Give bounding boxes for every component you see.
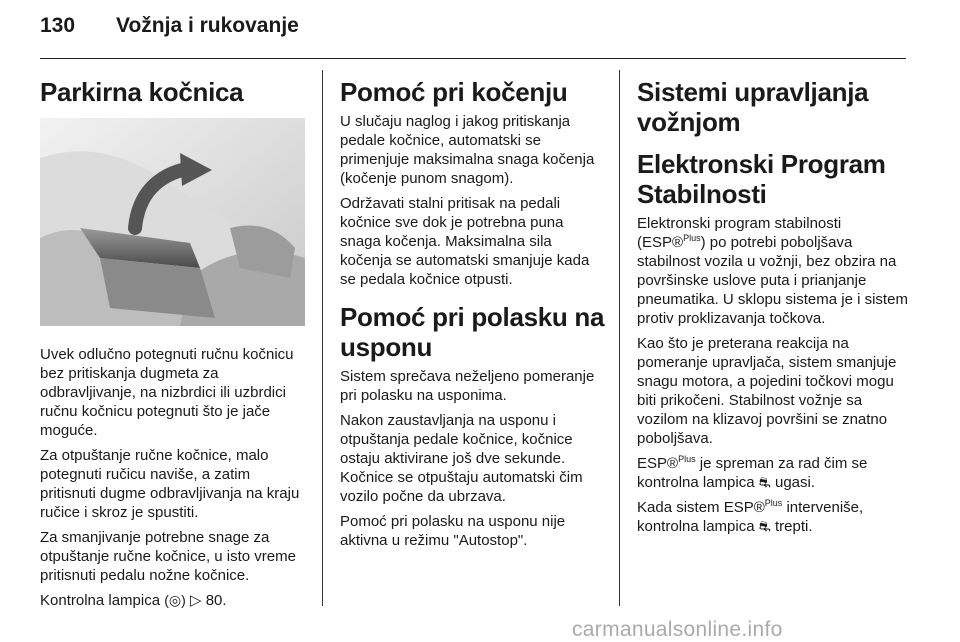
column-divider (619, 70, 620, 606)
paragraph: U slučaju naglog i jakog pritiskanja pedale kočnice, automatski se primenjuje maksimalna snaga kočenja (kočenje punom snagom). (340, 112, 595, 187)
section-heading: Pomoć pri kočenju (340, 77, 568, 107)
paragraph: Za smanjivanje potrebne snage za otpuštanje ručne kočnice, u isto vreme pritisnuti pedalu nožne kočnice. (40, 528, 296, 584)
brake-warning-icon: (◎) (164, 591, 186, 608)
esp-skid-icon: ⛐ (758, 517, 771, 534)
subsection-heading: Elektronski Program Stabilnosti (637, 148, 886, 209)
column-parking-brake (40, 72, 305, 616)
section-heading: Parkirna kočnica (40, 77, 244, 107)
section-heading: Sistemi upravljanja vožnjom (637, 77, 869, 137)
chapter-title: Vožnja i rukovanje (116, 14, 299, 37)
paragraph: Pomoć pri polasku na usponu nije aktivna u režimu "Autostop". (340, 512, 566, 549)
paragraph: Održavati stalni pritisak na pedali kočnice sve dok je potrebna puna snaga kočenja. Maksimalna sila kočenja se automatski smanjuje kada se pedala kočnice otpusti. (340, 194, 590, 288)
column-brake-assist (340, 72, 605, 556)
column-divider (322, 70, 323, 606)
section-heading: Pomoć pri polasku na usponu (340, 301, 605, 362)
parking-brake-illustration (40, 118, 305, 326)
paragraph: Kontrolna lampica (◎) ▷ 80. (40, 591, 227, 609)
paragraph: Uvek odlučno potegnuti ručnu kočnicu bez pritiskanja dugmeta za odbravljivanje, na nizbrdici ili uzbrdici ručnu kočnicu potegnuti što je jače moguće. (40, 345, 294, 439)
paragraph: Kao što je preterana reakcija na pomeranje upravljača, sistem smanjuje snagu motora, a pojedini točkovi mogu biti prikočeni. Stabilnost vožnje sa vozilom na klizavoj površini se znatno poboljšava. (637, 334, 897, 447)
paragraph: ESP®$^{Plus}$ je spreman za rad čim se kontrolna lampica ⛐ ugasi. (637, 453, 868, 491)
paragraph: Nakon zaustavljanja na usponu i otpuštanja pedale kočnice, kočnice ostaju aktivirane još dve sekunde. Kočnice se otpuštaju automatski čim vozilo počne da ubrzava. (340, 411, 583, 505)
column-driving-systems (637, 72, 909, 542)
page-reference-icon: ▷ (189, 591, 202, 609)
paragraph: Za otpuštanje ručne kočnice, malo potegnuti ručicu naviše, a zatim pritisnuti dugme odbravljivanja na kraju ručice i skroz je spustiti. (40, 446, 300, 521)
paragraph: Sistem sprečava neželjeno pomeranje pri polasku na usponima. (340, 367, 595, 404)
header-rule (40, 58, 906, 59)
page-number: 130 (40, 14, 76, 37)
esp-skid-icon: ⛐ (758, 473, 771, 490)
watermark: carmanualsonline.info (572, 618, 783, 641)
page-reference-link[interactable]: 80. (205, 591, 227, 609)
page-header (40, 14, 299, 38)
paragraph: Kada sistem ESP®$^{Plus}$ interveniše, kontrolna lampica ⛐ trepti. (637, 497, 864, 535)
paragraph: Elektronski program stabilnosti (ESP®$^{Plus}$) po potrebi poboljšava stabilnost vozila u vožnji, bez obzira na površinske uslove puta i prianjanje pneumatika. U sklopu sistema je i sistem protiv proklizavanja točkova. (637, 214, 908, 327)
